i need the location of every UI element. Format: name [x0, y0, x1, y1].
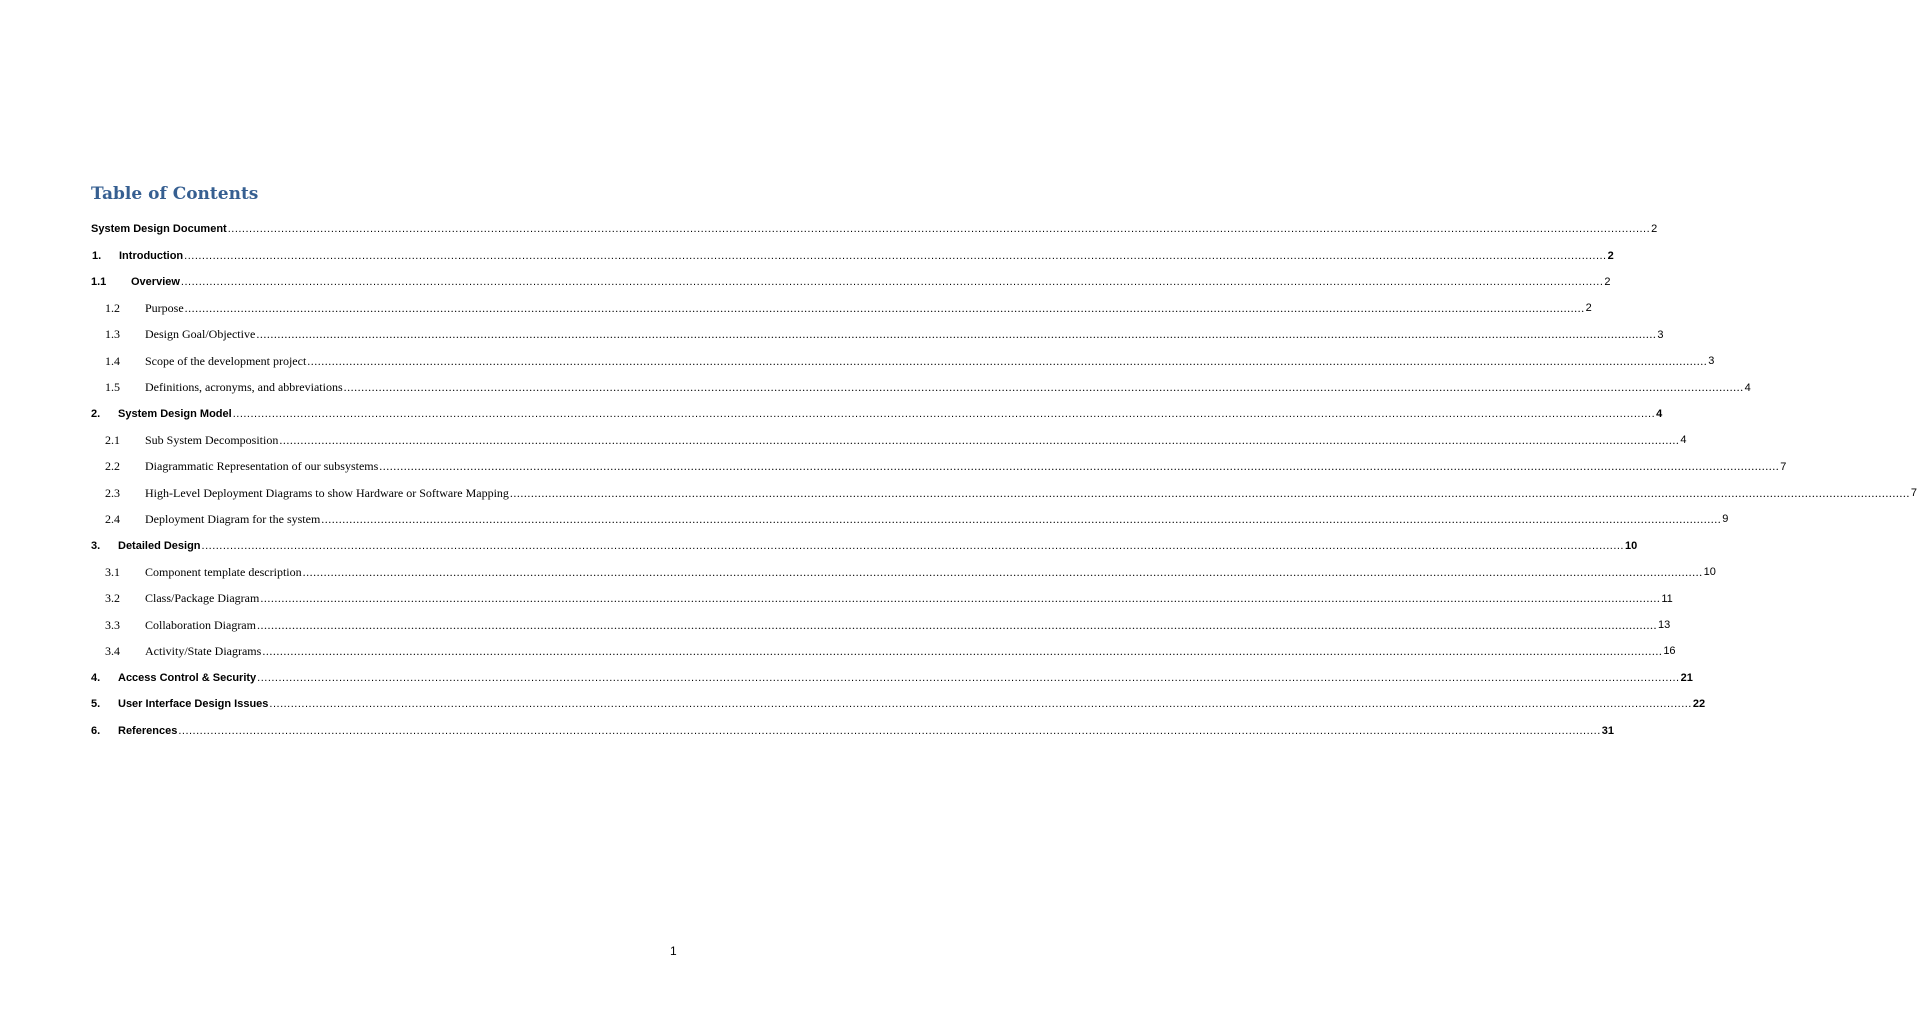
toc-entry-number: 3.: [91, 539, 101, 552]
toc-entry-number: 2.2: [105, 459, 120, 474]
toc-leader-dots: ................................................................................................................................................................................................................................................................................................................................................................................................................: [256, 617, 1657, 632]
toc-entry[interactable]: [91, 691, 1706, 717]
toc-entry[interactable]: [91, 559, 1716, 585]
toc-entry[interactable]: [91, 480, 1917, 506]
toc-entry-number: 1.2: [105, 300, 120, 315]
toc-entry-label: High-Level Deployment Diagrams to show Hardware or Software Mapping: [145, 485, 509, 500]
toc-entry-number: 1.: [92, 249, 102, 262]
toc-entry[interactable]: [91, 506, 1729, 532]
toc-entry-page: 16: [1663, 645, 1676, 658]
toc-entry-page: 9: [1722, 513, 1729, 526]
toc-leader-dots: ................................................................................................................................................................................................................................................................................................................................................................................................................: [180, 275, 1604, 288]
toc-leader-dots: ................................................................................................................................................................................................................................................................................................................................................................................................................: [256, 327, 1657, 342]
toc-title: Table of Contents: [91, 184, 259, 204]
toc-leader-dots: ................................................................................................................................................................................................................................................................................................................................................................................................................: [184, 249, 1607, 262]
toc-entry-label: Deployment Diagram for the system: [145, 511, 321, 526]
toc-entry-page: 31: [1601, 724, 1615, 737]
toc-leader-dots: ................................................................................................................................................................................................................................................................................................................................................................................................................: [279, 432, 1680, 447]
toc-entry[interactable]: [91, 612, 1671, 638]
toc-entry-page: 4: [1744, 381, 1751, 394]
toc-leader-dots: ................................................................................................................................................................................................................................................................................................................................................................................................................: [227, 223, 1651, 236]
toc-entry[interactable]: [91, 638, 1676, 664]
toc-entry-label: Diagrammatic Representation of our subsystems: [145, 459, 379, 474]
toc-entry-page: 10: [1625, 539, 1638, 552]
toc-entry-number: 3.3: [105, 617, 120, 632]
toc-entry-page: 2: [1607, 249, 1614, 262]
toc-leader-dots: ................................................................................................................................................................................................................................................................................................................................................................................................................: [262, 643, 1663, 658]
toc-entry[interactable]: [91, 374, 1751, 400]
toc-entry-number: 3.2: [105, 591, 120, 606]
toc-entry-page: 11: [1661, 592, 1673, 605]
toc-leader-dots: ................................................................................................................................................................................................................................................................................................................................................................................................................: [257, 671, 1680, 684]
toc-entry-page: 22: [1692, 698, 1706, 711]
toc-entry-number: 1.5: [105, 380, 120, 395]
page-number: 1: [670, 944, 677, 958]
toc-entry-number: 2.4: [105, 511, 120, 526]
toc-entry[interactable]: [91, 533, 1638, 559]
toc-entry[interactable]: [91, 401, 1663, 427]
toc-entry[interactable]: [91, 269, 1611, 295]
toc-entry-label: System Design Model: [118, 407, 232, 420]
toc-entry-page: 4: [1656, 407, 1663, 420]
toc-entry[interactable]: [91, 585, 1673, 611]
toc-leader-dots: ................................................................................................................................................................................................................................................................................................................................................................................................................: [178, 724, 1601, 737]
table-of-contents: [91, 216, 1917, 744]
toc-entry-label: Component template description: [145, 564, 302, 579]
toc-entry-label: Collaboration Diagram: [145, 617, 256, 632]
toc-entry[interactable]: [91, 295, 1592, 321]
toc-leader-dots: ................................................................................................................................................................................................................................................................................................................................................................................................................: [307, 353, 1708, 368]
toc-entry-number: 2.1: [105, 432, 120, 447]
toc-entry-label: Overview: [131, 275, 180, 288]
toc-entry-label: System Design Document: [91, 223, 227, 236]
toc-entry-label: Access Control & Security: [118, 671, 257, 684]
toc-entry-label: Class/Package Diagram: [145, 591, 260, 606]
toc-leader-dots: ................................................................................................................................................................................................................................................................................................................................................................................................................: [201, 539, 1624, 552]
toc-entry-label: Activity/State Diagrams: [145, 643, 262, 658]
toc-leader-dots: ................................................................................................................................................................................................................................................................................................................................................................................................................: [269, 698, 1692, 711]
toc-leader-dots: ................................................................................................................................................................................................................................................................................................................................................................................................................: [302, 564, 1703, 579]
toc-entry-number: 1.1: [91, 275, 107, 288]
toc-entry-page: 13: [1657, 619, 1671, 632]
toc-leader-dots: ................................................................................................................................................................................................................................................................................................................................................................................................................: [232, 407, 1656, 420]
toc-entry-number: 5.: [91, 698, 101, 711]
toc-entry-page: 2: [1585, 302, 1592, 315]
toc-entry-label: User Interface Design Issues: [118, 698, 269, 711]
toc-entry-page: 4: [1680, 434, 1687, 447]
toc-entry[interactable]: [91, 454, 1787, 480]
toc-entry-label: Introduction: [119, 249, 184, 262]
toc-leader-dots: ................................................................................................................................................................................................................................................................................................................................................................................................................: [343, 380, 1744, 395]
toc-leader-dots: ................................................................................................................................................................................................................................................................................................................................................................................................................: [379, 459, 1780, 474]
toc-entry-number: 2.3: [105, 485, 120, 500]
toc-entry-number: 2.: [91, 407, 101, 420]
toc-entry-number: 1.4: [105, 353, 120, 368]
toc-entry-label: Purpose: [145, 300, 184, 315]
toc-entry-number: 1.3: [105, 327, 120, 342]
toc-entry-number: 4.: [91, 671, 101, 684]
toc-leader-dots: ................................................................................................................................................................................................................................................................................................................................................................................................................: [260, 591, 1661, 606]
toc-entry-label: Detailed Design: [118, 539, 201, 552]
toc-entry[interactable]: [91, 322, 1664, 348]
toc-entry[interactable]: [91, 242, 1614, 268]
toc-entry[interactable]: [91, 665, 1693, 691]
toc-entry-label: Scope of the development project: [145, 353, 307, 368]
toc-entry-page: 7: [1910, 487, 1917, 500]
toc-entry-label: Sub System Decomposition: [145, 432, 279, 447]
toc-entry-number: 6.: [91, 724, 101, 737]
toc-leader-dots: ................................................................................................................................................................................................................................................................................................................................................................................................................: [184, 300, 1585, 315]
toc-entry-page: 2: [1604, 275, 1611, 288]
toc-entry[interactable]: [91, 348, 1715, 374]
toc-entry[interactable]: [91, 216, 1658, 242]
toc-entry[interactable]: [91, 717, 1615, 743]
toc-entry-page: 21: [1680, 671, 1693, 684]
toc-entry[interactable]: [91, 427, 1687, 453]
toc-entry-page: 3: [1708, 355, 1715, 368]
toc-entry-page: 7: [1780, 460, 1787, 473]
toc-entry-page: 10: [1703, 566, 1716, 579]
toc-entry-number: 3.1: [105, 564, 120, 579]
toc-leader-dots: ................................................................................................................................................................................................................................................................................................................................................................................................................: [509, 485, 1910, 500]
toc-leader-dots: ................................................................................................................................................................................................................................................................................................................................................................................................................: [321, 511, 1722, 526]
toc-entry-number: 3.4: [105, 643, 120, 658]
toc-entry-page: 2: [1651, 223, 1658, 236]
toc-entry-label: Definitions, acronyms, and abbreviations: [145, 380, 343, 395]
toc-entry-label: Design Goal/Objective: [145, 327, 256, 342]
toc-entry-label: References: [118, 724, 178, 737]
toc-entry-page: 3: [1657, 328, 1664, 341]
